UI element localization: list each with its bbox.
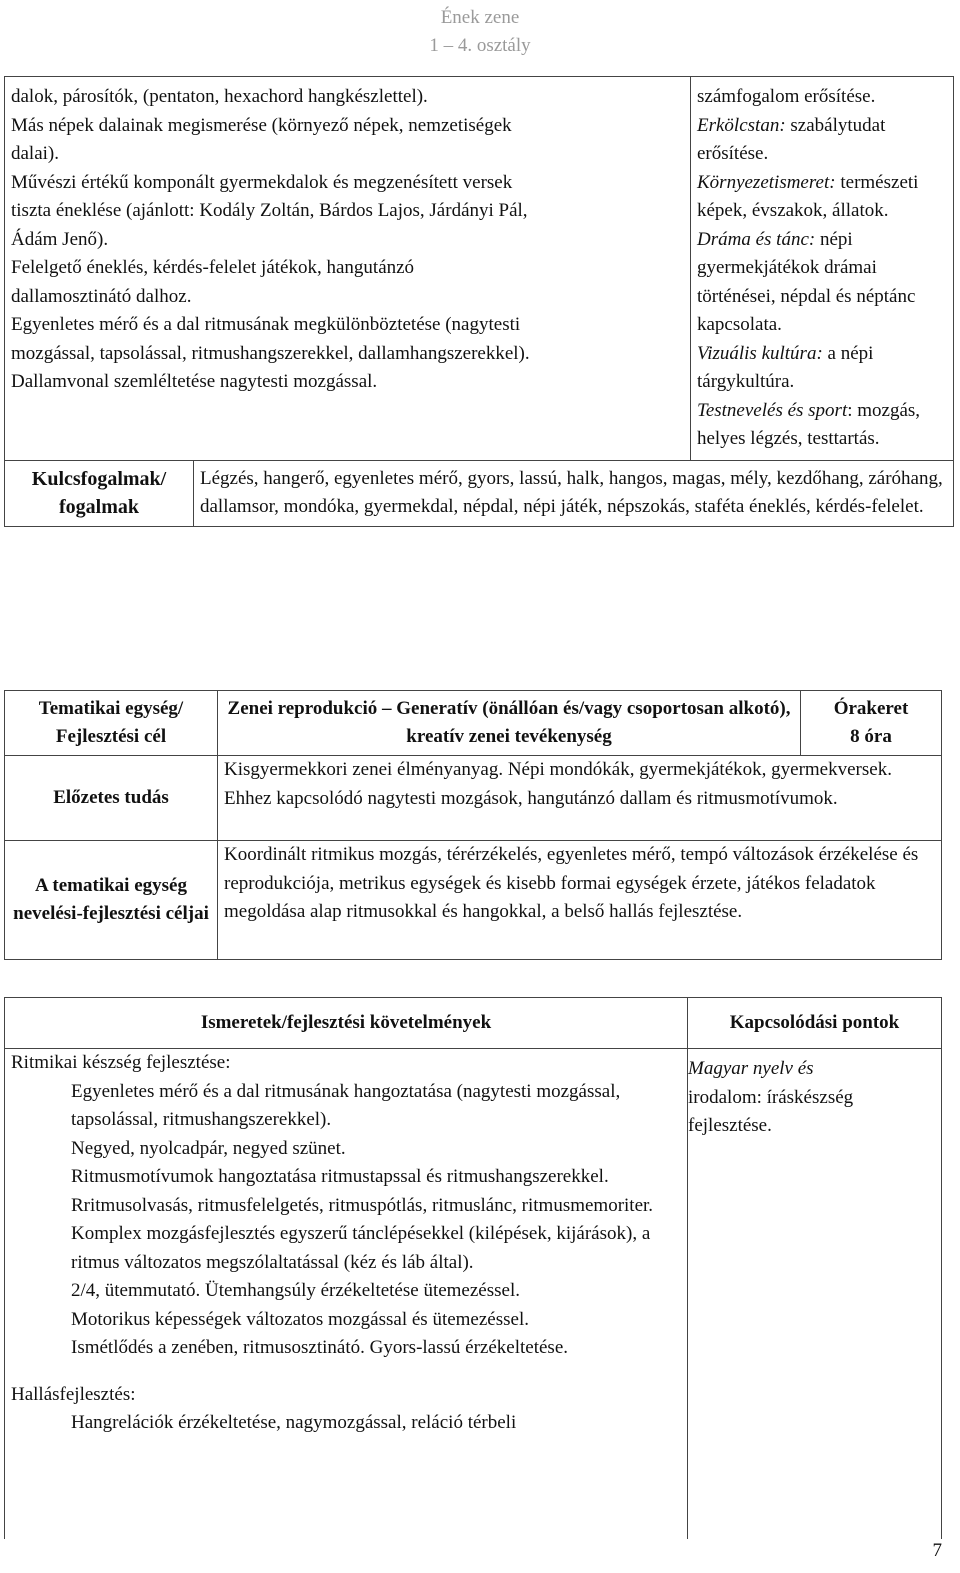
link-description: szabálytudat erősítése. [697, 114, 886, 164]
header-subtitle: 1 – 4. osztály [429, 35, 531, 56]
content-line: Más népek dalainak megismerése (környező népek, nemzetiségek [11, 114, 512, 136]
link-subject: Környezetismeret: [697, 171, 836, 193]
content-lines [11, 83, 684, 397]
section2-items [11, 1409, 681, 1438]
link-item [697, 112, 947, 169]
link-subject: Testnevelés és sport [697, 399, 848, 421]
content-line: Egyenletes mérő és a dal ritmusának megkülönböztetése (nagytesti [11, 314, 521, 335]
link-label: Magyar nyelv és [688, 1058, 814, 1079]
content-line: dalok, párosítók, (pentaton, hexachord hangkészlettel). [11, 86, 428, 107]
unit-table [4, 690, 942, 960]
link-subject: Erkölcstan: [697, 114, 786, 136]
link-description: természeti képek, évszakok, állatok. [697, 171, 919, 221]
hours-cell [801, 691, 942, 756]
link-subject: Vizuális kultúra: [697, 342, 823, 364]
link-item [697, 397, 947, 454]
link-description: számfogalom erősítése. [697, 86, 876, 107]
link-item [697, 226, 947, 340]
requirement-item: Ismétlődés a zenében, ritmusosztinátó. Gyors-lassú érzékeltetése. [71, 1337, 568, 1358]
link-item [697, 169, 947, 226]
keyconcepts-text: Légzés, hangerő, egyenletes mérő, gyors, lassú, halk, hangos, magas, mély, kezdőhang, záróhang, dallamsor, mondóka, gyermekdal, népdal, népi játék, népszokás, staféta éneklés, kérdés-felelet. [194, 460, 954, 526]
page-number: 7 [932, 1539, 942, 1561]
col2-header: Kapcsolódási pontok [688, 998, 942, 1049]
content-line: dalai). [11, 143, 60, 164]
requirements-cell [5, 1049, 688, 1540]
content-line: Dallamvonal szemléltetése nagytesti mozgással. [11, 371, 378, 392]
goals-text: Koordinált ritmikus mozgás, térérzékelés, egyenletes mérő, tempó változások érzékelése és reprodukciója, metrikus egységek és kisebb formai egységek érzete, játékos feladatok megoldása alap ritmusokkal és hangokkal, a belső hallás fejlesztése. [218, 841, 942, 960]
content-line: Felelgető éneklés, kérdés-felelet játékok, hangutánzó [11, 257, 415, 278]
goals-label: A tematikai egység nevelési-fejlesztési céljai [5, 841, 218, 960]
unit-label: Tematikai egység/ Fejlesztési cél [5, 691, 218, 756]
links-cell-2 [688, 1049, 942, 1540]
hours-label: Órakeret [833, 697, 909, 719]
link-description: népi gyermekjátékok drámai történései, népdal és néptánc kapcsolata. [697, 228, 916, 335]
section1-items [11, 1078, 681, 1363]
link-text: irodalom: íráskészség fejlesztése. [688, 1086, 854, 1136]
section2-title: Hallásfejlesztés: [11, 1383, 136, 1405]
content-line: Ádám Jenő). [11, 228, 109, 250]
hours-value: 8 óra [850, 726, 892, 747]
link-subject: Dráma és tánc: [697, 228, 816, 250]
link-description: : mozgás, helyes légzés, testtartás. [697, 399, 921, 449]
curriculum-table-1 [4, 76, 954, 527]
content-line: Művészi értékű komponált gyermekdalok és megzenésített versek [11, 171, 513, 193]
requirement-item: Hangrelációk érzékeltetése, nagymozgással, reláció térbeli [71, 1412, 517, 1433]
requirement-item: Motorikus képességek változatos mozgással és ütemezéssel. [71, 1308, 529, 1330]
requirement-item: Komplex mozgásfejlesztés egyszerű tánclépésekkel (kilépések, kijárások), a ritmus változatos megszólaltatással (kéz és láb által). [71, 1223, 651, 1273]
content-line: mozgással, tapsolással, ritmushangszerekkel, dallamhangszerekkel). [11, 342, 530, 364]
prior-text: Kisgyermekkori zenei élményanyag. Népi mondókák, gyermekjátékok, gyermekversek. Ehhez kapcsolódó nagytesti mozgások, hangutánzó dallam és ritmusmotívumok. [218, 756, 942, 841]
requirement-item: 2/4, ütemmutató. Ütemhangsúly érzékeltetése ütemezéssel. [71, 1280, 520, 1301]
content-line: dallamosztinátó dalhoz. [11, 285, 192, 307]
content-cell [5, 77, 691, 461]
link-description: a népi tárgykultúra. [697, 342, 874, 392]
links-cell [691, 77, 954, 461]
unit-title: Zenei reprodukció – Generatív (önállóan és/vagy csoportosan alkotó), kreatív zenei tevékenység [218, 691, 801, 756]
links-list [697, 83, 947, 454]
requirement-item: Egyenletes mérő és a dal ritmusának hangoztatása (nagytesti mozgással, tapsolással, ritmushangszerekkel). [71, 1080, 621, 1130]
link-item [697, 83, 947, 112]
requirement-item: Negyed, nyolcadpár, negyed szünet. [71, 1137, 346, 1159]
header-title: Ének zene [440, 7, 520, 28]
prior-label: Előzetes tudás [5, 756, 218, 841]
requirements-table [4, 997, 942, 1539]
section1-title: Ritmikai készség fejlesztése: [11, 1052, 231, 1073]
requirement-item: Ritmusmotívumok hangoztatása ritmustapssal és ritmushangszerekkel. Rritmusolvasás, ritmusfelelgetés, ritmuspótlás, ritmuslánc, ritmusmemoriter. [71, 1166, 654, 1216]
link-item [697, 340, 947, 397]
col1-header: Ismeretek/fejlesztési követelmények [5, 998, 688, 1049]
content-line: tiszta éneklése (ajánlott: Kodály Zoltán, Bárdos Lajos, Járdányi Pál, [11, 200, 528, 221]
keyconcepts-label: Kulcsfogalmak/ fogalmak [5, 460, 194, 526]
